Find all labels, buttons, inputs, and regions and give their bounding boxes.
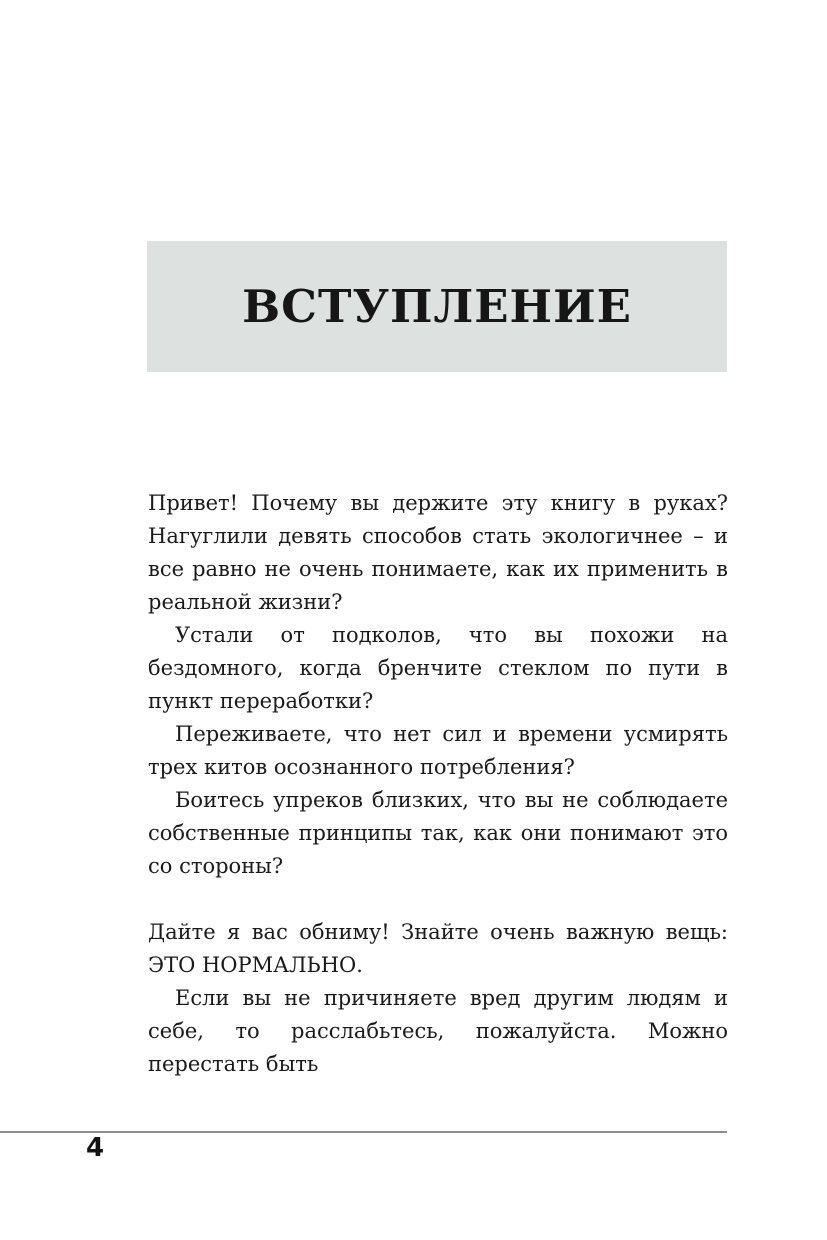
body-text — [148, 487, 728, 1081]
paragraph: Если вы не причиняете вред другим людям и себе, то расслабьтесь, пожалуйста. Можно перестать быть — [148, 986, 728, 1076]
paragraph: Устали от подколов, что вы похожи на бездомного, когда бренчите стеклом по пути в пункт переработки? — [148, 623, 728, 713]
chapter-title: ВСТУПЛЕНИЕ — [242, 280, 632, 333]
paragraph: Переживаете, что нет сил и времени усмирять трех китов осознанного потребления? — [148, 722, 728, 779]
paragraph: Боитесь упреков близких, что вы не соблюдаете собственные принципы так, как они понимают это со стороны? — [148, 788, 728, 878]
footer-divider — [0, 1131, 727, 1133]
page-number: 4 — [86, 1133, 105, 1163]
paragraph: Привет! Почему вы держите эту книгу в руках? Нагуглили девять способов стать экологичнее – и все равно не очень понимаете, как их применить в реальной жизни? — [148, 491, 728, 614]
paragraph: Дайте я вас обниму! Знайте очень важную вещь: ЭТО НОРМАЛЬНО. — [148, 920, 728, 977]
chapter-title-block — [147, 241, 727, 372]
